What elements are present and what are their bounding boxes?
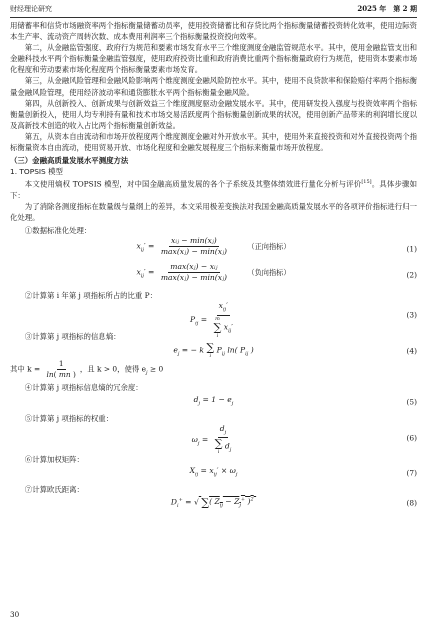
summation-sign: m ∑ i — [213, 315, 222, 339]
equation — [10, 394, 417, 411]
step-label: ②计算第 i 年第 j 项指标所占的比重 P： — [24, 291, 158, 301]
paragraph: 第五，从资本自由流动和市场开放程度两个维度测度金融对外开放水平。其中，使用外来直接投资和对外直接投资两个指标衡量资本自由流动，使用贸易开放、市场化程度和金融发展程度三个指标来衡量市场开放程度。 — [10, 131, 417, 153]
equation-number: (8) — [406, 498, 417, 508]
equation-body: $D_i^+$ = √ ∑ ( $Z_{ij} - Z_j^+$ )$^2$ — [170, 495, 254, 509]
header-rule — [10, 17, 417, 18]
step-label: ①数据标准化处理： — [24, 226, 92, 236]
k-definition: 其中 k = $\frac{1}{\ln( mn )}$ ，且 k > 0，使得 $e_j \ge 0$ — [10, 359, 164, 380]
equation — [10, 423, 417, 456]
indicator-note: （负向指标） — [247, 267, 291, 277]
page-number: 30 — [10, 610, 20, 619]
step-label: ④计算第 j 项指标信息熵的冗余度： — [24, 383, 143, 393]
running-header — [10, 4, 417, 16]
section-heading: （三）金融高质量发展水平测度方法 — [10, 156, 129, 166]
step-label: ⑤计算第 j 项指标的权重： — [24, 413, 114, 423]
equation-body: $x_{ij}'$ = $\frac{\text{xᵢⱼ − min(xⱼ)}}{\text{max(xⱼ) − min(xⱼ)}}$ （正向指标） — [136, 236, 291, 257]
equation-number: (3) — [406, 310, 417, 320]
equation — [10, 342, 417, 359]
equation-body: $P_{ij}$ = $x_{ij}'$ m ∑ i $x_{ij}'$ — [190, 301, 233, 339]
issue-label: 2025 年 第 2 期 — [357, 4, 417, 13]
summation-sign: ∑ — [201, 495, 210, 509]
summation-sign: ∑ i — [206, 341, 215, 360]
equation — [10, 262, 417, 288]
equation-number: (5) — [406, 397, 417, 407]
paragraph: 第三，从金融风险管理和金融风险影响两个维度测度金融风险防控水平。其中，使用不良贷款率和保险赔付率两个指标衡量金融风险管理，使用经济波动率和通货膨胀水平两个指标衡量金融风险。 — [10, 76, 417, 97]
fraction — [159, 236, 229, 257]
journal-name: 财经理论研究 — [10, 5, 52, 13]
equation-body: $d_j = 1 - e_j$ — [193, 394, 234, 407]
step-label: ③计算第 j 项指标的信息熵： — [24, 332, 121, 342]
step-label: ⑦计算欧氏距离： — [24, 484, 84, 494]
equation-number: (6) — [406, 433, 417, 443]
fraction: $x_{ij}'$ m ∑ i $x_{ij}'$ — [213, 301, 233, 339]
subsection-heading: 1. TOPSIS 模型 — [10, 167, 63, 177]
paragraph: 第四，从创新投入、创新成果与创新效益三个维度测度驱动金融发展水平。其中，使用研发投入强度与投资效率两个指标衡量创新投入，使用人均专利持有量和技术市场交易活跃度两个指标衡量创新成果的状况，使用创新产品带来的利润增长度以及高新技术创造的收入占比两个指标衡量创新效益。 — [10, 98, 417, 130]
body-text — [10, 20, 417, 512]
equation-number: (7) — [406, 468, 417, 478]
equation-body: $\omega_j$ = $d_j$ ∑ i $d_j$ — [191, 423, 232, 456]
paragraph-text: 本文使用熵权 TOPSIS 模型，对中国金融高质量发展的各个子系统及其整体绩效进行量化分析与评价 — [24, 179, 362, 189]
equation-body: $X_{ij} = x_{ij}' \times \omega_j$ — [189, 465, 238, 478]
numerator: max(xⱼ) − xᵢⱼ — [170, 262, 218, 272]
summation-sign: ∑ i — [214, 437, 223, 456]
citation: [15] — [361, 179, 372, 186]
denominator: max(xⱼ) − min(xⱼ) — [160, 247, 227, 257]
indicator-note: （正向指标） — [247, 241, 291, 251]
equation-body: $e_j$ = − k ∑ i $P_{ij}$ ln( $P_{ij}$ ) — [173, 341, 254, 360]
denominator: max(xⱼ) − min(xⱼ) — [160, 273, 227, 283]
paragraph: 第二，从金融监管强度、政府行为规范和要素市场发育水平三个维度测度金融监管规范水平。其中，使用金融监管支出和金融科技水平两个指标衡量金融监管强度，使用政府投资比重和政府消费比重两个指标衡量政府行为规范，使用资本要素市场化程度和劳动要素市场化程度两个指标衡量要素市场发育。 — [10, 43, 417, 75]
equation — [10, 495, 417, 512]
paragraph — [10, 177, 417, 201]
equation — [10, 465, 417, 482]
equation-number: (2) — [406, 270, 417, 280]
equation-body: $x_{ij}'$ = $\frac{\text{max(xⱼ) − xᵢⱼ}}{\text{max(xⱼ) − min(xⱼ)}}$ （负向指标） — [136, 262, 291, 283]
equation-number: (4) — [406, 346, 417, 356]
equation — [10, 236, 417, 262]
paragraph: 用储蓄率和信贷市场融资率两个指标衡量储蓄动员率，使用投资储蓄比和存贷比两个指标衡量储蓄投资转化效率，使用边际资本生产率、流动资产周转次数、成本费用利润率三个指标衡量投资投向效率。 — [10, 21, 417, 42]
equation-number: (1) — [406, 244, 417, 254]
paragraph: 为了消除各测度指标在数量级与量纲上的差异，本文采用极差变换法对我国金融高质量发展水平的各项评价指标进行归一化处理。 — [10, 201, 417, 223]
fraction: $\frac{1}{\ln( mn )}$ — [46, 359, 76, 380]
fraction: $d_j$ ∑ i $d_j$ — [214, 423, 232, 456]
numerator: xᵢⱼ − min(xⱼ) — [171, 236, 217, 246]
paragraph-text: 。具体步骤如下： — [10, 179, 417, 200]
fraction — [159, 262, 229, 283]
step-label: ⑥计算加权矩阵： — [24, 454, 84, 464]
